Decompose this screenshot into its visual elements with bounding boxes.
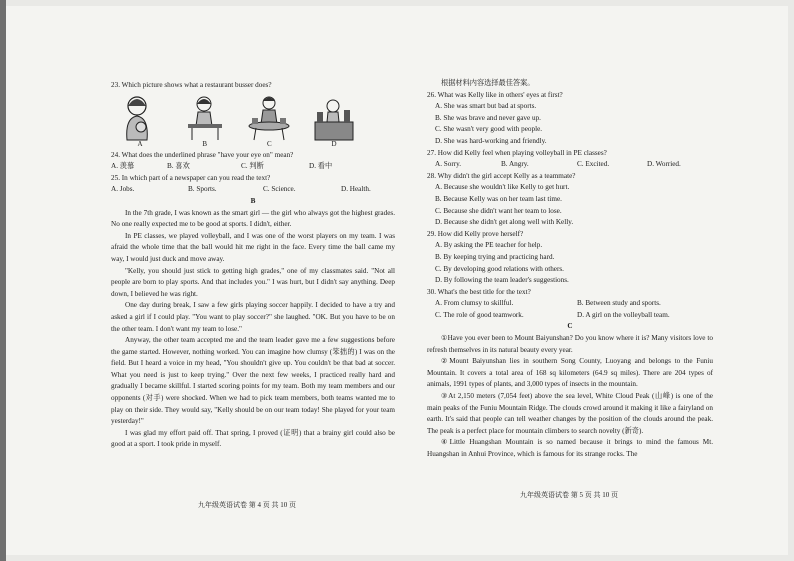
question-27: 27. How did Kelly feel when playing volleyball in PE classes? [427,148,607,157]
question-23: 23. Which picture shows what a restaurant busser does? [111,81,272,89]
question-30: 30. What's the best title for the text? [427,287,531,296]
q25-options: A. Jobs. B. Sports. C. Science. D. Health. [111,185,371,194]
passage-b-para-1: In the 7th grade, I was known as the smart girl — the girl who always got the highest grades. No one really expected me to be good at sports. I didn't, either. [111,208,395,229]
picture-d-kitchen-counter: D [311,94,357,150]
picture-a-mother-child: A [117,94,163,150]
page-left [111,80,395,451]
page-right: 根据材料内容选择最佳答案。 26. What was Kelly like in others' eyes at first? A. She was smart but bad at sports. B. She was brave and never gave up. C. She wasn't very good with people. D. She was hard-working and friendly. 27. How did Kelly feel when playing volleyball in PE classes? A. Sorry. B. Angry. C. Excited. D. Worried. 28. Why didn't the girl accept Kelly as a teammate? A. Because she wouldn't like Kelly to get hurt. B. Because Kelly was on her team last time. C. Because she didn't want her team to lose. D. Because she didn't get along well with Kelly. 29. How did Kelly prove herself? A. By asking the PE teacher for help. B. By keeping trying and practicing hard. C. By developing good relations with others. D. By following the team leader's suggestions. 30. What's the best title for the text? A. From clumsy to skillful. B. Between study and sports. C. The role of good teamwork. D. A girl on the volleyball team. C ①Have you ever been to Mount Baiyunshan? Do you know where it is? Many visitors love to refresh themselves in its natural beauty every year. ②Mount Baiyunshan lies in southern Song County, Luoyang and belongs to the Funiu Mountain. It covers a total area of 168 sq kilometers (64.9 sq miles). There are 204 types of animals, 1991 types of plants, and 3,000 types of insects in the mountain. ③At 2,150 meters (7,054 feet) above the sea level, White Cloud Peak (山峰) is one of the main peaks of the Funiu Mountain Ridge. The clouds crowd around it making it like a fairyland on earth. It's said that people can tell weather changes by the position of the clouds around the peak. The peak is a perfect place for mountain climbers to search novelty (新奇). ④Little Huangshan Mountain is so named because it brings to mind the famous Mt. Huangshan in Anhui Province, which is famous for its strange rocks. The [427,78,713,461]
question-24: 24. What does the underlined phrase "have your eye on" mean? [111,150,294,159]
question-28: 28. Why didn't the girl accept Kelly as a teammate? [427,171,576,180]
passage-b-para-4: One day during break, I saw a few girls playing soccer happily. I decided to have a try and asked a girl if I could play. "You want to play soccer?" she laughed. "OK. But you have to be on the other team. I don't want my team to lose." [111,301,395,333]
footer-left: 九年级英语试卷 第 4 页 共 10 页 [198,501,296,509]
question-25: 25. In which part of a newspaper can you read the text? [111,173,271,182]
passage-b-para-5: Anyway, the other team accepted me and the team leader gave me a few suggestions before the game started. However, nothing worked. You can imagine how clumsy (笨拙的) I was on the field. But I heard a voice in my head, "You shouldn't give up. You couldn't be that bad at soccer. What you need is just to keep trying." Over the next few weeks, I practiced really hard and gradually I became skillful. I started scoring points for my team. Both my team members and our opponents (对手) were shocked. When we had to pick team members, both teams wanted me to play on their side. They would say, "Kelly should be on our team today! She played for your team yesterday!" [111,336,395,426]
q30-options-cd: C. The role of good teamwork. D. A girl on the volleyball team. [435,310,670,319]
section-b-heading: B [250,196,256,205]
passage-c-para-4: ④Little Huangshan Mountain is so named because it brings to mind the famous Mt. Huangshan in Anhui Province, which is famous for its strange rocks. The [427,438,713,458]
q30-options-ab: A. From clumsy to skillful. B. Between study and sports. [435,299,661,308]
picture-b-girl-desk: B [182,94,228,150]
passage-c-para-2: ②Mount Baiyunshan lies in southern Song County, Luoyang and belongs to the Funiu Mountain. It covers a total area of 168 sq kilometers (64.9 sq miles). There are 204 types of animals, 1991 types of plants, and 3,000 types of insects in the mountain. [427,357,713,389]
picture-c-busser-table: C [246,94,292,150]
passage-b-para-3: "Kelly, you should just stick to getting high grades," one of my classmates said. "Not all people are born to play sports. And that includes you." I was hurt, but I didn't say anything. Deep down, I believed he was right. [111,266,395,298]
passage-b-para-6: I was glad my effort paid off. That spring, I proved (证明) that a brainy girl could also be good at a sport. I took pride in myself. [111,428,395,449]
question-26: 26. What was Kelly like in others' eyes at first? [427,90,563,99]
passage-b-para-2: In PE classes, we played volleyball, and I was one of the worst players on my team. I was afraid the whole time that the ball would hit me right in the face. Every time the ball came my way, I would just duck and move away. [111,231,395,263]
passage-c-para-1: ①Have you ever been to Mount Baiyunshan? Do you know where it is? Many visitors love to refresh themselves in its natural beauty every year. [427,334,713,354]
q23-pictures [117,94,357,150]
section-c-heading: C [567,322,573,331]
q27-options: A. Sorry. B. Angry. C. Excited. D. Worried. [435,160,681,169]
q24-options: A. 羡慕 B. 喜欢 C. 判断 D. 看中 [111,162,333,171]
instruction: 根据材料内容选择最佳答案。 [441,79,535,87]
question-29: 29. How did Kelly prove herself? [427,229,524,238]
footer-right: 九年级英语试卷 第 5 页 共 10 页 [520,491,618,499]
passage-c-para-3: ③At 2,150 meters (7,054 feet) above the sea level, White Cloud Peak (山峰) is one of the main peaks of the Funiu Mountain Ridge. The clouds crowd around it making it like a fairyland on earth. It's said that people can tell weather changes by the position of the clouds around the peak. The peak is a perfect place for mountain climbers to search novelty (新奇). [427,392,713,435]
